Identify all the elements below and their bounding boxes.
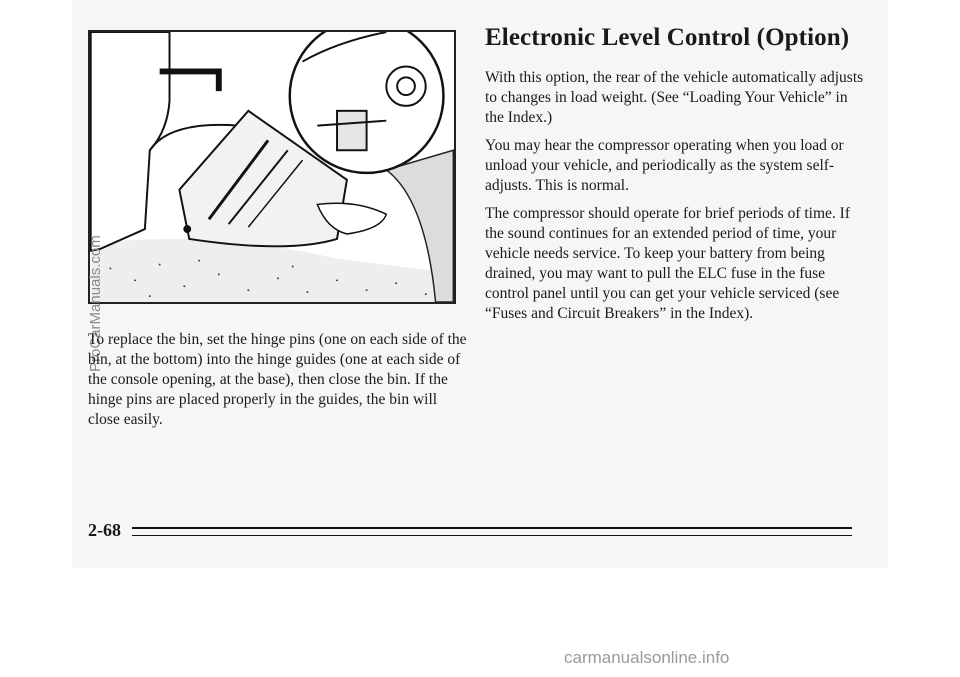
elc-description xyxy=(485,68,865,332)
footer-rule-thin xyxy=(132,535,852,536)
bottom-watermark: carmanualsonline.info xyxy=(564,648,730,667)
replace-bin-instructions: To replace the bin, set the hinge pins (one on each side of the bin, at the bottom) into the hinge guides (one at each side of the console opening, at the base), then close the bin. If the hinge pins are placed properly in the guides, the bin will close easily. xyxy=(88,331,467,428)
elc-paragraph-1: With this option, the rear of the vehicle automatically adjusts to changes in load weight. (See “Loading Your Vehicle” in the Index.) xyxy=(485,69,864,126)
page-number: 2-68 xyxy=(88,520,121,540)
console-bin-illustration xyxy=(88,30,456,304)
elc-paragraph-2: You may hear the compressor operating when you load or unload your vehicle, and periodically as the system self-adjusts. This is normal. xyxy=(485,137,844,194)
console-bin-hinge-illustration xyxy=(90,32,454,302)
elc-paragraph-3: The compressor should operate for brief periods of time. If the sound continues for an extended period of time, your vehicle needs service. To keep your battery from being drained, you may want to pull the ELC fuse in the fuse control panel until you can get your vehicle serviced (see “Fuses and Circuit Breakers” in the Index). xyxy=(485,205,850,322)
section-title: Electronic Level Control (Option) xyxy=(485,24,850,51)
footer-rule-thick xyxy=(132,527,852,529)
side-watermark: ProCarManuals.com xyxy=(87,235,104,372)
